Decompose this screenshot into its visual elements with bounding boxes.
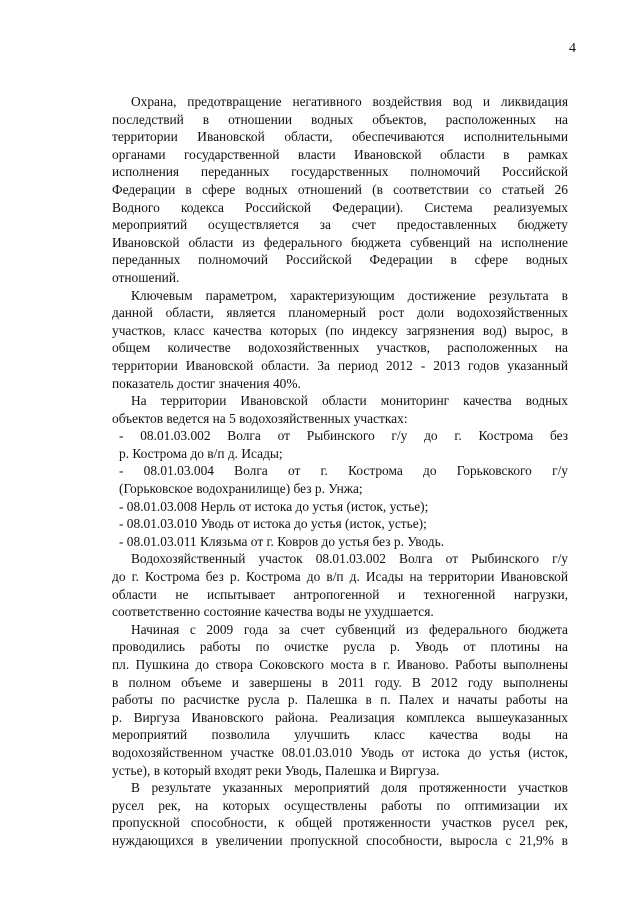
paragraph [112,392,568,427]
text-line: нуждающихся в увеличении пропускной способности, выросла с 21,9% в [112,832,568,848]
text-line: Водохозяйственный участок 08.01.03.002 Волга от Рыбинского г/у [131,551,568,567]
text-line: отношений. [112,269,180,285]
text-line: р. Виргуза Ивановского района. Реализация комплекса вышеуказанных [112,709,568,725]
text-line: работы по расчистке русла р. Палешка в п. Палех и начаты работы на [112,692,568,708]
text-line: Начиная с 2009 года за счет субвенций из федерального бюджета [131,621,568,637]
text-line: пл. Пушкина до створа Соковского моста в г. Иваново. Работы выполнены [112,657,568,672]
text-line: - 08.01.03.008 Нерль от истока до устья (исток, устье); [119,498,429,514]
text-line: до г. Кострома без р. Кострома до в/п д. Исады на территории Ивановской [112,569,568,585]
text-line: Охрана, предотвращение негативного воздействия вод и ликвидация [131,94,568,109]
list-item [112,498,568,516]
paragraph [112,287,568,393]
paragraph [112,93,568,287]
text-line: участков, класс качества которых (по индексу загрязнения вод) вырос, в [112,322,568,338]
text-line: переданных полномочий Российской Федерации в сфере водных [112,252,568,268]
text-line: пропускной способности, к общей протяженности участков русел рек, [112,815,568,831]
paragraph [112,779,568,849]
text-line: в полном объеме и завершены в 2011 году. В 2012 году выполнены [112,674,568,690]
text-line: общем количестве водохозяйственных участков, расположенных на [112,340,568,356]
paragraph [112,621,568,779]
list-item [112,462,568,497]
text-line: В результате указанных мероприятий доля протяженности участков [131,780,568,796]
paragraph [112,550,568,620]
text-line: русел рек, на которых осуществлены работы по оптимизации их [112,797,568,813]
text-line: На территории Ивановской области мониторинг качества водных [131,393,568,409]
list-item [112,427,568,462]
text-line: Федерации в сфере водных отношений (в соответствии со статьей 26 [112,181,568,197]
text-line: проводились работы по очистке русла р. Уводь от плотины на [112,639,568,655]
text-line: исполнения переданных государственных полномочий Российской [112,164,568,180]
text-line: мероприятий позволила улучшить класс качества воды на [112,727,568,743]
text-line: органами государственной власти Ивановской области в рамках [112,146,568,162]
text-line: - 08.01.03.011 Клязьма от г. Ковров до устья без р. Уводь. [119,533,445,549]
page-number: 4 [569,41,576,56]
text-line: объектов ведется на 5 водохозяйственных участках: [112,410,408,426]
text-line: - 08.01.03.002 Волга от Рыбинского г/у до г. Кострома без [119,428,568,444]
text-line: показатель достиг значения 40%. [112,375,301,391]
text-line: соответственно состояние качества воды не ухудшается. [112,604,434,620]
text-line: - 08.01.03.004 Волга от г. Кострома до Горьковского г/у [119,463,568,479]
text-line: (Горьковское водохранилище) без р. Унжа; [119,481,363,497]
text-line: Водного кодекса Российской Федерации). Система реализуемых [112,199,568,215]
text-line: территории Ивановской области, обеспечиваются исполнительными [112,129,568,145]
text-line: - 08.01.03.010 Уводь от истока до устья (исток, устье); [119,516,427,532]
text-line: мероприятий осуществляется за счет предоставленных бюджету [112,217,568,233]
text-line: области не испытывает антропогенной и техногенной нагрузки, [112,586,568,602]
text-line: р. Кострома до в/п д. Исады; [119,445,283,461]
list-item [112,515,568,533]
text-line: территории Ивановской области. За период 2012 - 2013 годов указанный [112,357,568,373]
text-line: водохозяйственном участке 08.01.03.010 Уводь от истока до устья (исток, [112,744,568,760]
text-line: устье), в который входят реки Уводь, Палешка и Виргуза. [112,762,440,778]
document-body [112,93,568,850]
text-line: Ключевым параметром, характеризующим достижение результата в [131,287,568,303]
text-line: Ивановской области из федерального бюджета субвенций на исполнение [112,234,568,250]
list-item [112,533,568,551]
text-line: данной области, является планомерный рост доли водохозяйственных [112,305,568,321]
text-line: последствий в отношении водных объектов, расположенных на [112,111,568,127]
